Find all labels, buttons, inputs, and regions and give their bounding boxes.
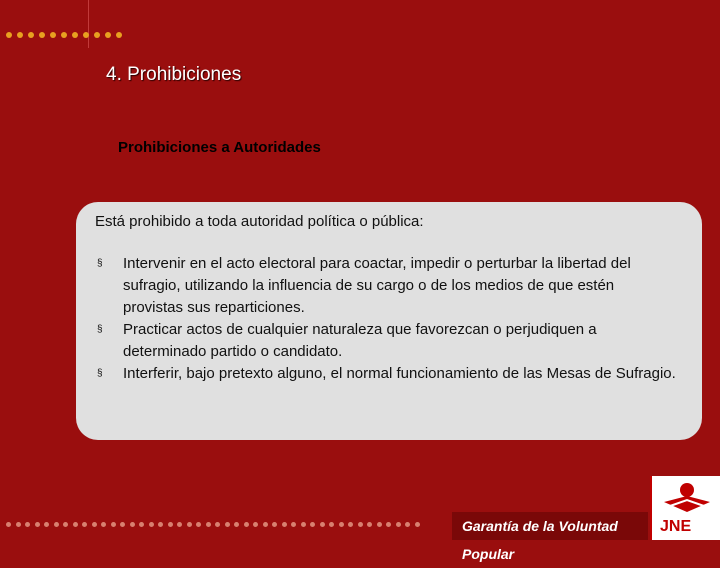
bullet-text: Practicar actos de cualquier naturaleza que favorezcan o perjudiquen a determinado partido o candidato. [123,321,597,360]
decorative-dots-top [6,32,122,38]
bullet-item [95,253,678,319]
bullet-icon: § [97,258,103,269]
jne-emblem-icon [652,476,720,520]
content-panel [76,202,702,440]
bullet-text: Intervenir en el acto electoral para coactar, impedir o perturbar la libertad del sufragio, utilizando la influencia de su cargo o de los medios de que estén provistas sus reparticiones. [123,255,631,316]
bullet-icon: § [97,368,103,379]
logo-text: JNE [660,518,692,535]
bullet-item [95,363,678,385]
divider-line [88,0,89,48]
footer-tagline: Garantía de la Voluntad Popular [452,512,648,540]
bullet-text: Interferir, bajo pretexto alguno, el normal funcionamiento de las Mesas de Sufragio. [123,365,676,382]
slide-title: 4. Prohibiciones [106,64,242,85]
jne-logo [650,476,720,540]
bullet-icon: § [97,324,103,335]
slide-subtitle: Prohibiciones a Autoridades [118,139,321,156]
intro-text: Está prohibido a toda autoridad política o pública: [95,213,424,230]
bullet-list [95,253,678,385]
bullet-item [95,319,678,363]
decorative-dots-bottom [6,522,420,527]
